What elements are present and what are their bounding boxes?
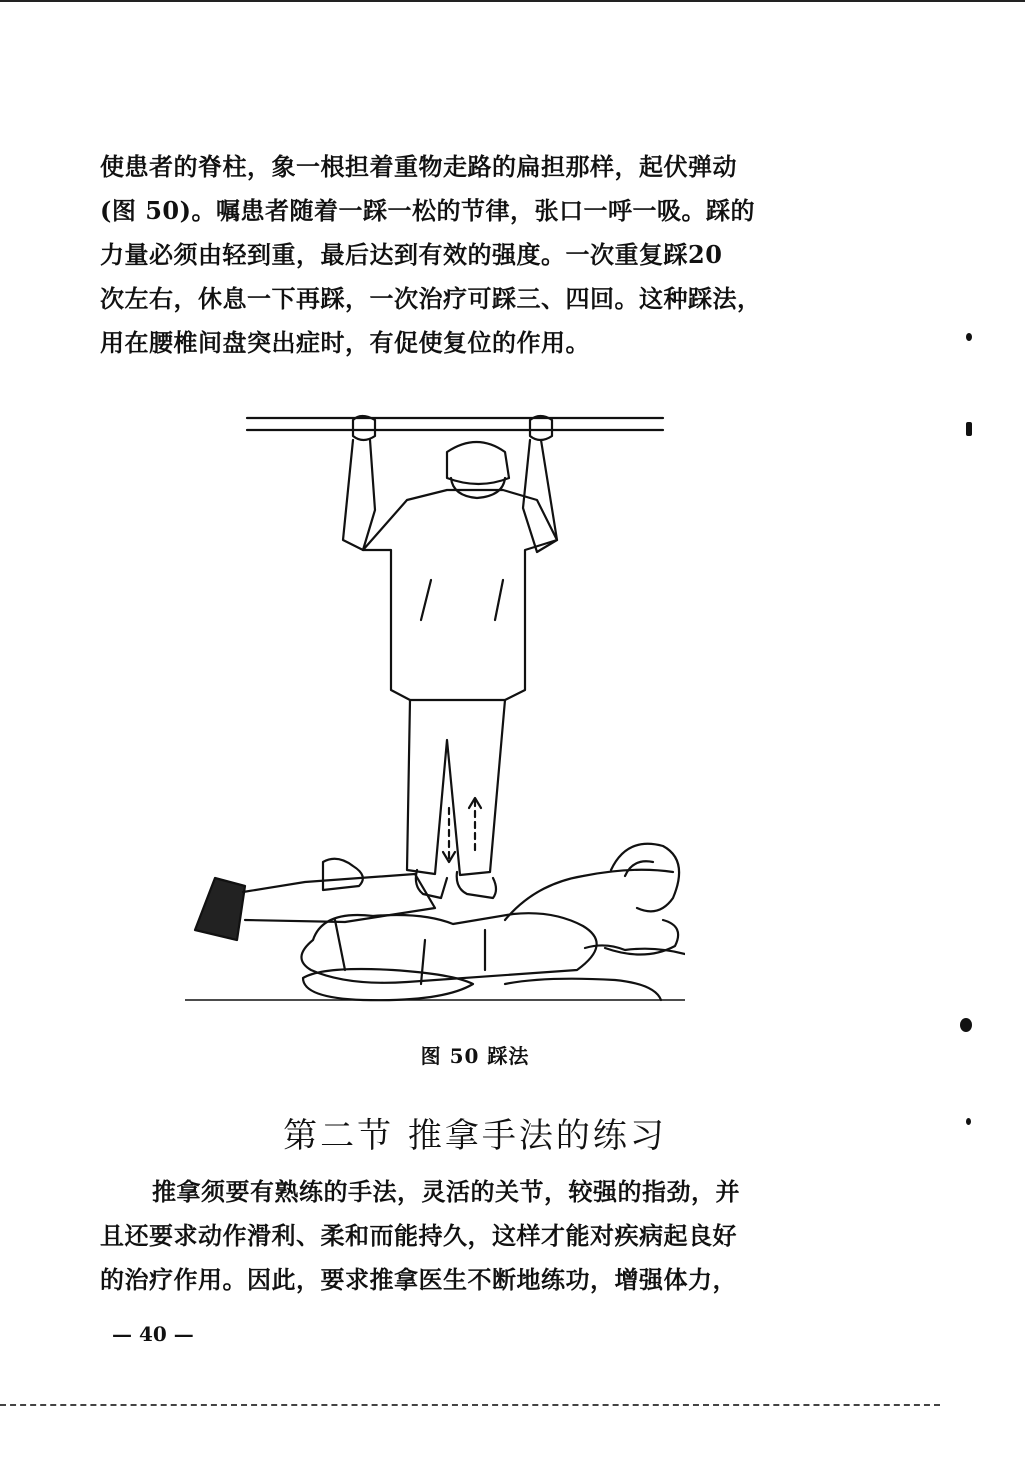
figure-50-illustration [185,400,685,1010]
section-heading: 第二节 推拿手法的练习 [283,1116,667,1156]
scan-speck [966,422,972,436]
binding-hole-mark [960,1018,972,1032]
figure-caption: 图 50 踩法 [420,1044,530,1068]
text-line: (图 50)。嘱患者随着一踩一松的节律，张口一呼一吸。踩的 [100,196,755,225]
top-border-rule [0,0,1025,2]
text-line: 且还要求动作滑利、柔和而能持久，这样才能对疾病起良好 [100,1221,737,1250]
text-line: 推拿须要有熟练的手法，灵活的关节，较强的指劲，并 [152,1177,740,1206]
text-line: 使患者的脊柱，象一根担着重物走路的扁担那样，起伏弹动 [100,152,737,181]
text-line: 的治疗作用。因此，要求推拿医生不断地练功，增强体力， [100,1265,737,1294]
bottom-scan-edge [0,1404,940,1406]
text-line: 力量必须由轻到重，最后达到有效的强度。一次重复踩20 [100,240,723,269]
scan-speck [966,1118,971,1125]
scan-speck [966,333,972,341]
text-line: 用在腰椎间盘突出症时，有促使复位的作用。 [100,328,590,357]
body-paragraph-top [100,145,840,365]
body-paragraph-bottom [100,1170,840,1302]
trampling-technique-drawing [185,400,685,1010]
page-number: — 40 — [112,1322,194,1346]
text-line: 次左右，休息一下再踩，一次治疗可踩三、四回。这种踩法， [100,284,762,313]
